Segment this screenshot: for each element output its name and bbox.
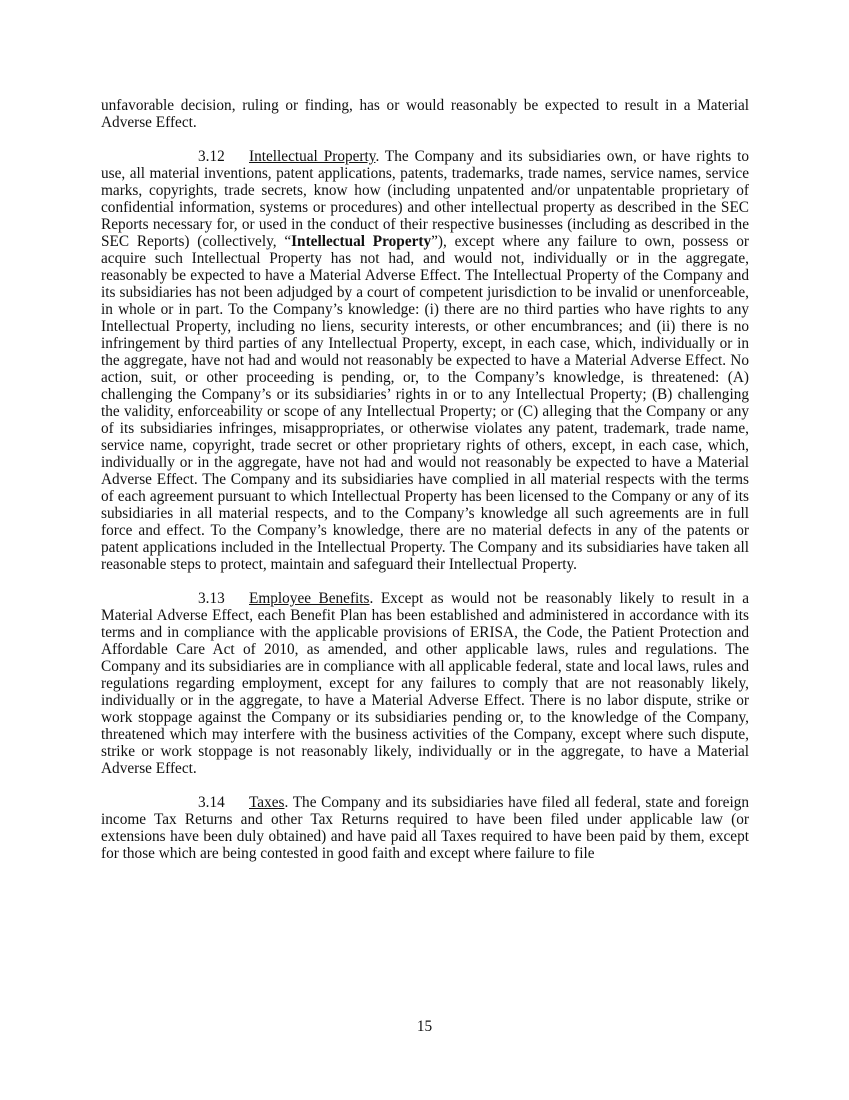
section-3-12-paragraph [101, 148, 749, 573]
intro-paragraph [101, 97, 749, 131]
section-text-continued: ”), except where any failure to own, possess or acquire such Intellectual Property has not had, and would not, individually or in the aggregate, reasonably be expected to have a Material Adverse Effect. The Intellectual Property of the Company and its subsidiaries has not been adjudged by a court of competent jurisdiction to be invalid or unenforceable, in whole or in part. To the Company’s knowledge: (i) there are no third parties who have rights to any Intellectual Property, including no liens, security interests, or other encumbrances; and (ii) there is no infringement by third parties of any Intellectual Property, except, in each case, which, individually or in the aggregate, have not had and would not reasonably be expected to have a Material Adverse Effect. No action, suit, or other proceeding is pending, or, to the Company’s knowledge, is threatened: (A) challenging the Company’s or its subsidiaries’ rights in or to any Intellectual Property; (B) challenging the validity, enforceability or scope of any Intellectual Property; or (C) alleging that the Company or any of its subsidiaries infringes, misappropriates, or otherwise violates any patent, trademark, trade name, service name, copyright, trade secret or other proprietary rights of others, except, in each case, which, individually or in the aggregate, have not had and would not reasonably be expected to have a Material Adverse Effect. The Company and its subsidiaries have complied in all material respects with the terms of each agreement pursuant to which Intellectual Property has been licensed to the Company or any of its subsidiaries in all material respects, and to the Company’s knowledge all such agreements are in full force and effect. To the Company’s knowledge, there are no material defects in any of the patents or patent applications included in the Intellectual Property. The Company and its subsidiaries have taken all reasonable steps to protect, maintain and safeguard their Intellectual Property. [101, 233, 749, 573]
section-3-13-paragraph [101, 590, 749, 777]
section-heading: Intellectual Property [249, 148, 376, 165]
section-heading: Taxes [249, 794, 285, 811]
section-text: . The Company and its subsidiaries have filed all federal, state and foreign income Tax Returns and other Tax Returns required to have been filed under applicable law (or extensions have been duly obtained) and have paid all Taxes required to have been paid by them, except for those which are being contested in good faith and except where failure to file [101, 794, 749, 862]
section-number: 3.13 [198, 590, 225, 607]
section-heading: Employee Benefits [249, 590, 370, 607]
section-number: 3.14 [198, 794, 225, 811]
section-text: . The Company and its subsidiaries own, or have rights to use, all material inventions, patent applications, patents, trademarks, trade names, service names, service marks, copyrights, trade secrets, know how (including unpatented and/or unpatentable proprietary of confidential information, systems or procedures) and other intellectual property as described in the SEC Reports necessary for, or used in the conduct of their respective businesses (including as described in the SEC Reports) (collectively, “ [101, 148, 749, 250]
section-number: 3.12 [198, 148, 225, 165]
section-text: . Except as would not be reasonably likely to result in a Material Adverse Effect, each Benefit Plan has been established and administered in accordance with its terms and in compliance with the applicable provisions of ERISA, the Code, the Patient Protection and Affordable Care Act of 2010, as amended, and other applicable laws, rules and regulations. The Company and its subsidiaries are in compliance with all applicable federal, state and local laws, rules and regulations regarding employment, except for any failures to comply that are not reasonably likely, individually or in the aggregate, to have a Material Adverse Effect. There is no labor dispute, strike or work stoppage against the Company or its subsidiaries pending or, to the knowledge of the Company, threatened which may interfere with the business activities of the Company, except where such dispute, strike or work stoppage is not reasonably likely, individually or in the aggregate, to have a Material Adverse Effect. [101, 590, 749, 777]
defined-term: Intellectual Property [291, 233, 432, 250]
document-page [101, 97, 749, 879]
section-3-14-paragraph [101, 794, 749, 862]
page-number: 15 [416, 1018, 433, 1035]
intro-text: unfavorable decision, ruling or finding, has or would reasonably be expected to result in a Material Adverse Effect. [101, 97, 749, 131]
